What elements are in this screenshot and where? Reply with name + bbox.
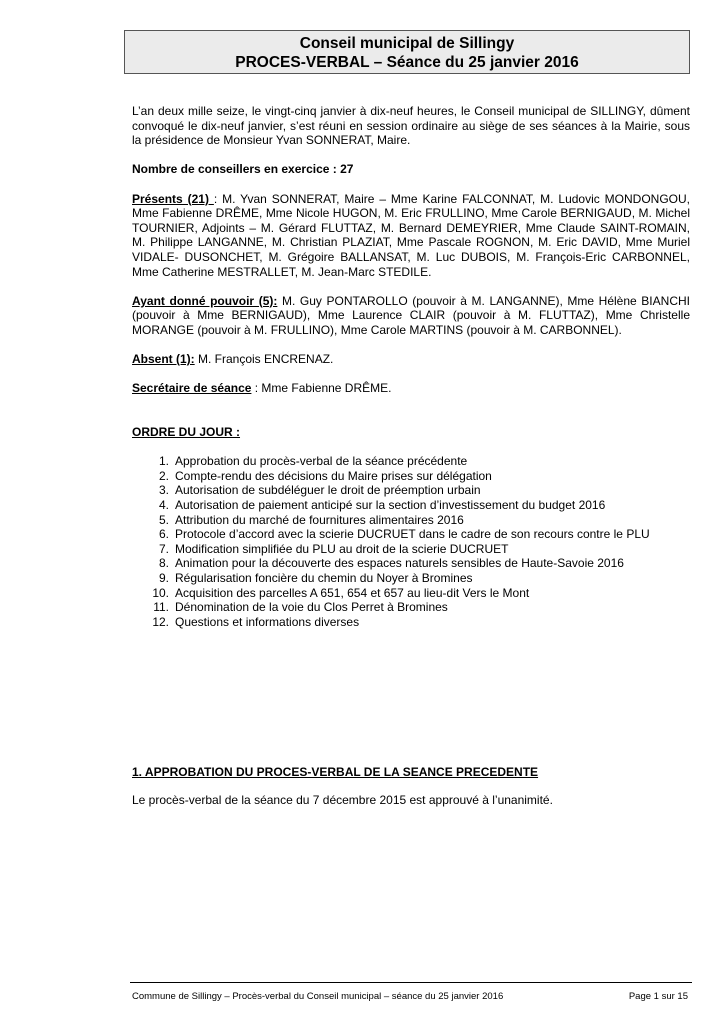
presents-paragraph (132, 192, 690, 280)
agenda-item-text: Autorisation de subdéléguer le droit de préemption urbain (175, 483, 481, 498)
agenda-item (132, 615, 690, 630)
agenda-item (132, 542, 690, 557)
footer-divider (130, 982, 692, 983)
pouvoir-text: M. Guy PONTAROLLO (pouvoir à M. LANGANNE), Mme Hélène BIANCHI (pouvoir à Mme BERNIGAUD), Mme Laurence CLAIR (pouvoir à M. FLUTTAZ), Mme Christelle MORANGE (pouvoir à M. FRULLINO), Mme Carole MARTINS (pouvoir à M. CARBONNEL). (132, 293, 690, 337)
agenda-item-text: Dénomination de la voie du Clos Perret à Bromines (175, 600, 448, 615)
agenda-item-text: Attribution du marché de fournitures alimentaires 2016 (175, 512, 464, 527)
agenda-item-text: Animation pour la découverte des espaces naturels sensibles de Haute-Savoie 2016 (175, 556, 624, 571)
agenda-item (132, 454, 690, 469)
agenda-item-text: Régularisation foncière du chemin du Noyer à Bromines (175, 571, 473, 585)
document-title-line2: PROCES-VERBAL – Séance du 25 janvier 2016 (235, 54, 579, 71)
document-title-line1: Conseil municipal de Sillingy (299, 35, 515, 52)
secretaire-paragraph (132, 381, 690, 396)
agenda-item-number: 4. (158, 498, 169, 513)
document-title-box (124, 30, 690, 74)
agenda-item-number: 9. (158, 571, 169, 585)
agenda-item-number: 3. (158, 483, 169, 498)
conseillers-count: Nombre de conseillers en exercice : 27 (132, 162, 354, 177)
agenda-list (132, 454, 690, 629)
agenda-item (132, 498, 690, 513)
agenda-item-text: Compte-rendu des décisions du Maire prises sur délégation (175, 468, 492, 483)
agenda-item (132, 600, 690, 615)
presents-label: Présents (21) (132, 191, 214, 206)
agenda-item-number: 5. (158, 512, 169, 527)
agenda-item (132, 556, 690, 571)
agenda-item-number: 8. (158, 556, 169, 571)
agenda-item (132, 483, 690, 498)
page-footer (132, 991, 688, 1002)
agenda-item (132, 571, 690, 586)
absent-text: M. François ENCRENAZ. (194, 352, 334, 367)
footer-page-number: Page 1 sur 15 (628, 991, 688, 1002)
agenda-item (132, 586, 690, 601)
agenda-item-text: Acquisition des parcelles A 651, 654 et 657 au lieu-dit Vers le Mont (175, 585, 530, 600)
absent-paragraph (132, 352, 690, 367)
pouvoir-label: Ayant donné pouvoir (5): (132, 293, 278, 308)
presents-text: : M. Yvan SONNERAT, Maire – Mme Karine FALCONNAT, M. Ludovic MONDONGOU, Mme Fabienne DRÊME, Mme Nicole HUGON, M. Eric FRULLINO, Mme Carole BERNIGAUD, M. Michel TOURNIER, Adjoints – M. Gérard FLUTTAZ, M. Bernard DEMEYRIER, Mme Claude SAINT-ROMAIN, M. Philippe LANGANNE, M. Christian PLAZIAT, Mme Pascale ROGNON, M. Eric DAVID, Mme Muriel VIDALE- DUSONCHET, M. Grégoire BALLANSAT, M. Luc DUBOIS, M. François-Eric CARBONNEL, Mme Catherine MESTRALLET, M. Jean-Marc STEDILE. (132, 191, 690, 279)
agenda-item-number: 2. (158, 468, 169, 483)
agenda-item-number: 7. (158, 541, 169, 556)
secretaire-label: Secrétaire de séance (132, 381, 252, 396)
agenda-item (132, 513, 690, 528)
agenda-item (132, 469, 690, 484)
agenda-item-number: 12. (152, 614, 169, 629)
agenda-item-text: Modification simplifiée du PLU au droit de la scierie DUCRUET (175, 541, 509, 556)
footer-document-info: Commune de Sillingy – Procès-verbal du Conseil municipal – séance du 25 janvier 2016 (132, 991, 504, 1002)
ordre-du-jour-title: ORDRE DU JOUR : (132, 425, 241, 440)
absent-label: Absent (1): (132, 352, 195, 367)
agenda-item-text: Autorisation de paiement anticipé sur la section d’investissement du budget 2016 (175, 498, 606, 513)
agenda-item-number: 6. (158, 527, 169, 542)
agenda-item-number: 1. (158, 454, 169, 469)
section-1-title: 1. APPROBATION DU PROCES-VERBAL DE LA SEANCE PRECEDENTE (132, 765, 539, 779)
agenda-item-text: Questions et informations diverses (175, 614, 360, 629)
agenda-item-number: 10. (152, 585, 169, 600)
agenda-item-text: Protocole d’accord avec la scierie DUCRUET dans le cadre de son recours contre le PLU (175, 527, 650, 542)
pouvoir-paragraph (132, 294, 690, 338)
secretaire-text: : Mme Fabienne DRÊME. (251, 381, 392, 396)
section-1-text: Le procès-verbal de la séance du 7 décembre 2015 est approuvé à l’unanimité. (132, 793, 553, 807)
agenda-item-text: Approbation du procès-verbal de la séance précédente (175, 454, 468, 469)
agenda-item-number: 11. (153, 600, 169, 615)
intro-paragraph: L’an deux mille seize, le vingt-cinq janvier à dix-neuf heures, le Conseil municipal de SILLINGY, dûment convoqué le dix-neuf janvier, s’est réuni en session ordinaire au siège de ses séances à la Mairie, sous la présidence de Monsieur Yvan SONNERAT, Maire. (132, 104, 690, 148)
agenda-item (132, 527, 690, 542)
document-body (132, 104, 690, 629)
